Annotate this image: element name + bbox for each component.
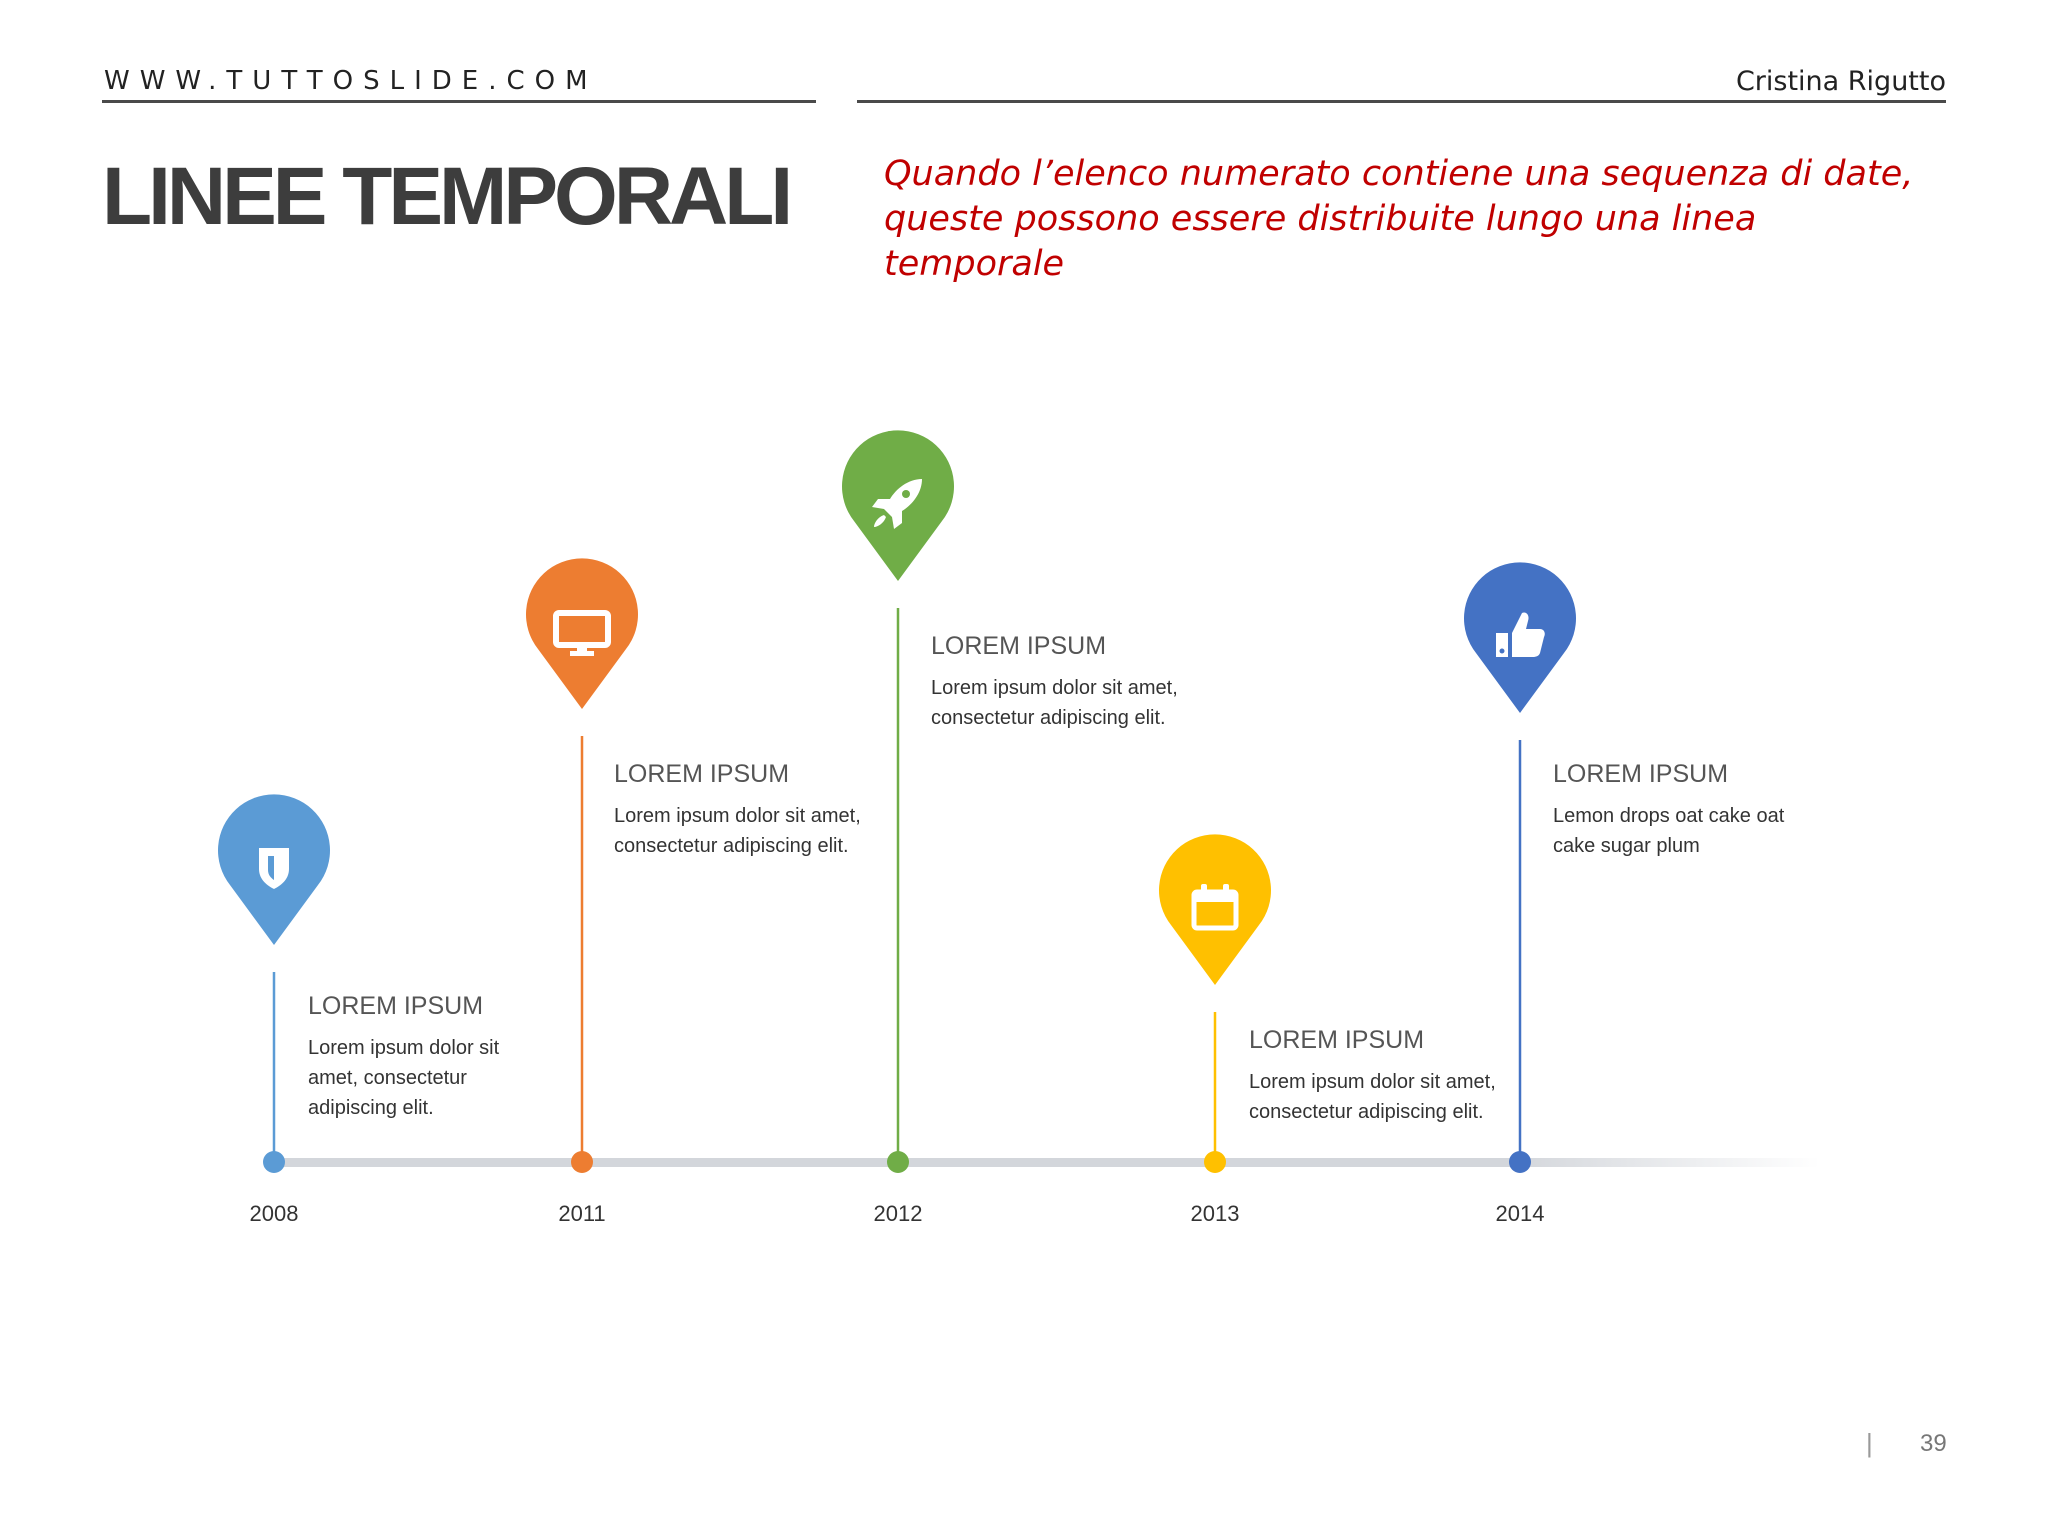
event-title: LOREM IPSUM xyxy=(308,992,484,1020)
event-title: LOREM IPSUM xyxy=(614,760,790,788)
site-url: WWW.TUTTOSLIDE.COM xyxy=(104,66,598,96)
event-dot xyxy=(571,1151,593,1173)
event-pin-marker xyxy=(842,430,954,581)
event-description: Lorem ipsum dolor sit amet, consectetur adipiscing elit. xyxy=(1249,1071,1496,1123)
author-name: Cristina Rigutto xyxy=(1735,66,1946,97)
event-title: LOREM IPSUM xyxy=(1249,1026,1425,1054)
event-year-label: 2013 xyxy=(1190,1201,1240,1226)
page-title: LINEE TEMPORALI xyxy=(102,151,790,242)
event-pin-marker xyxy=(1464,562,1576,713)
page-subtitle: Quando l’elenco numerato contiene una sequenza di date, queste possono essere distribuite lungo una linea temporale xyxy=(884,154,1914,284)
event-year-label: 2012 xyxy=(873,1201,923,1226)
page-number: 39 xyxy=(1920,1430,1947,1457)
event-dot xyxy=(1509,1151,1531,1173)
event-description: Lorem ipsum dolor sit amet, consectetur adipiscing elit. xyxy=(931,677,1178,729)
event-pin-marker xyxy=(526,558,638,709)
page-number-separator: | xyxy=(1866,1428,1873,1458)
event-description: Lorem ipsum dolor sit amet, consectetur adipiscing elit. xyxy=(308,1037,500,1119)
event-year-label: 2011 xyxy=(558,1201,606,1226)
event-title: LOREM IPSUM xyxy=(931,632,1107,660)
event-dot xyxy=(263,1151,285,1173)
event-title: LOREM IPSUM xyxy=(1553,760,1729,788)
event-description: Lemon drops oat cake oat cake sugar plum xyxy=(1553,805,1785,857)
event-pin-marker xyxy=(218,794,330,945)
event-dot xyxy=(1204,1151,1226,1173)
event-pin-marker xyxy=(1159,834,1271,985)
timeline-axis xyxy=(272,1158,1820,1167)
event-year-label: 2008 xyxy=(249,1201,299,1226)
event-year-label: 2014 xyxy=(1495,1201,1545,1226)
event-description: Lorem ipsum dolor sit amet, consectetur adipiscing elit. xyxy=(614,805,861,857)
event-dot xyxy=(887,1151,909,1173)
